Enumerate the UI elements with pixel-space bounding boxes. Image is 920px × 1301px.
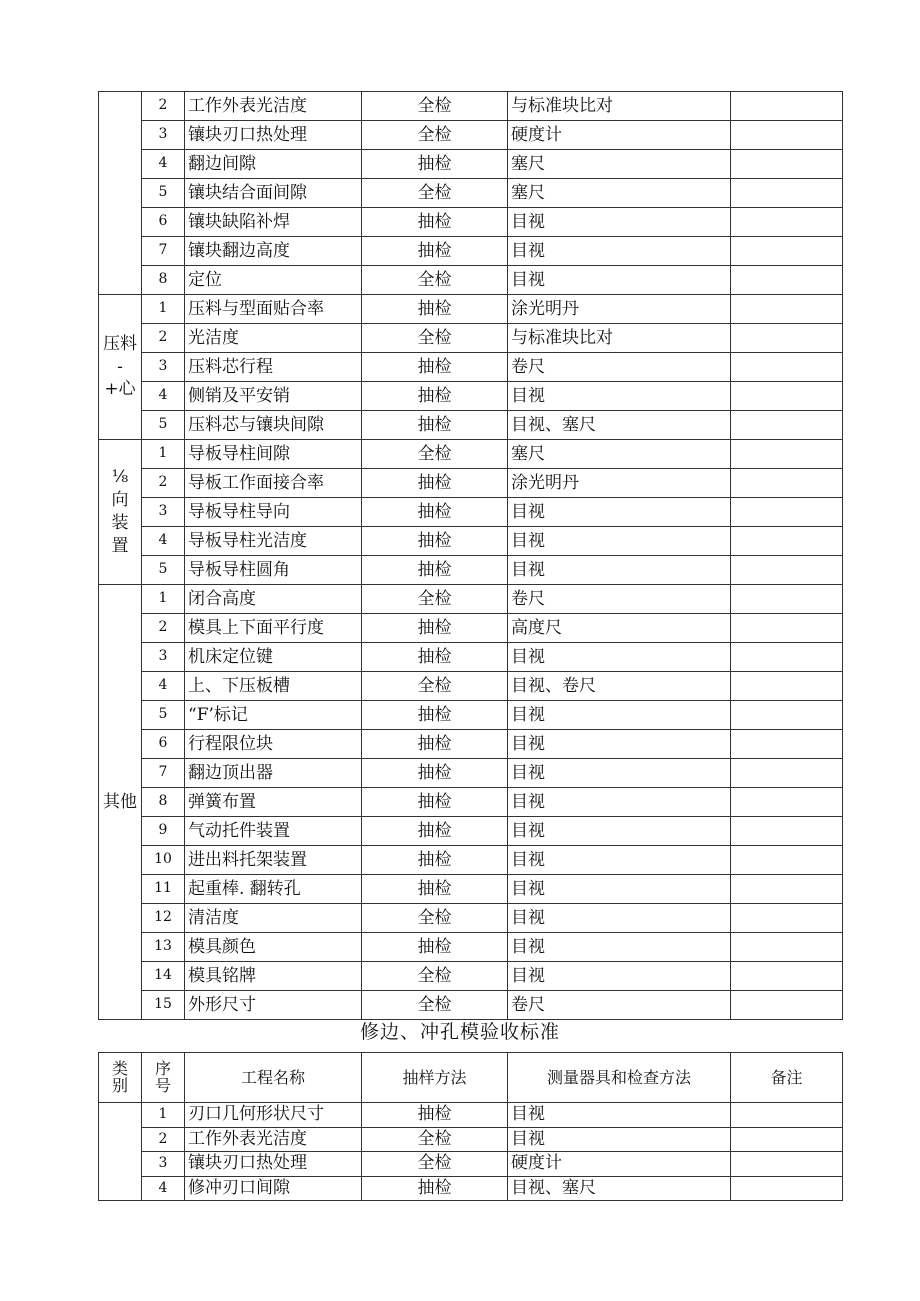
row-number: 1 <box>142 295 185 324</box>
sampling-method: 抽检 <box>362 498 508 527</box>
measure-method: 目视 <box>508 208 731 237</box>
table-row <box>99 411 843 440</box>
measure-method: 目视 <box>508 237 731 266</box>
note-cell <box>731 788 843 817</box>
measure-method: 目视 <box>508 382 731 411</box>
row-number: 2 <box>142 1127 185 1152</box>
note-cell <box>731 440 843 469</box>
note-cell <box>731 817 843 846</box>
item-name: 工作外表光洁度 <box>185 92 362 121</box>
row-number: 14 <box>142 962 185 991</box>
sampling-method: 抽检 <box>362 237 508 266</box>
category-cell <box>99 92 142 295</box>
item-name: 清洁度 <box>185 904 362 933</box>
note-cell <box>731 121 843 150</box>
table-row <box>99 556 843 585</box>
item-name: 光洁度 <box>185 324 362 353</box>
note-cell <box>731 324 843 353</box>
row-number: 3 <box>142 121 185 150</box>
measure-method: 目视 <box>508 730 731 759</box>
measure-method: 与标准块比对 <box>508 92 731 121</box>
sampling-method: 抽检 <box>362 817 508 846</box>
measure-method: 硬度计 <box>508 1152 731 1177</box>
table-row <box>99 614 843 643</box>
inspection-table-2-body <box>99 1103 843 1201</box>
table-row <box>99 440 843 469</box>
row-number: 6 <box>142 730 185 759</box>
sampling-method: 抽检 <box>362 411 508 440</box>
item-name: 导板导柱导向 <box>185 498 362 527</box>
sampling-method: 抽检 <box>362 875 508 904</box>
measure-method: 目视 <box>508 759 731 788</box>
row-number: 8 <box>142 266 185 295</box>
table-row <box>99 150 843 179</box>
row-number: 2 <box>142 469 185 498</box>
sampling-method: 抽检 <box>362 701 508 730</box>
item-name: 导板导柱间隙 <box>185 440 362 469</box>
note-cell <box>731 730 843 759</box>
item-name: 工作外表光洁度 <box>185 1127 362 1152</box>
row-number: 4 <box>142 672 185 701</box>
sampling-method: 抽检 <box>362 933 508 962</box>
category-cell: ⅛ 向 装 置 <box>99 440 142 585</box>
item-name: 导板工作面接合率 <box>185 469 362 498</box>
sampling-method: 抽检 <box>362 759 508 788</box>
row-number: 4 <box>142 1176 185 1201</box>
item-name: 翻边间隙 <box>185 150 362 179</box>
note-cell <box>731 585 843 614</box>
measure-method: 目视、塞尺 <box>508 1176 731 1201</box>
row-number: 11 <box>142 875 185 904</box>
table-row <box>99 846 843 875</box>
table-row <box>99 121 843 150</box>
measure-method: 目视 <box>508 933 731 962</box>
note-cell <box>731 527 843 556</box>
note-cell <box>731 179 843 208</box>
note-cell <box>731 672 843 701</box>
row-number: 7 <box>142 237 185 266</box>
row-number: 5 <box>142 411 185 440</box>
header-name: 工程名称 <box>185 1053 362 1103</box>
measure-method: 目视 <box>508 788 731 817</box>
note-cell <box>731 904 843 933</box>
item-name: 镶块缺陷补焊 <box>185 208 362 237</box>
note-cell <box>731 208 843 237</box>
item-name: 上、下压板槽 <box>185 672 362 701</box>
table-row <box>99 382 843 411</box>
item-name: 镶块结合面间隙 <box>185 179 362 208</box>
item-name: 外形尺寸 <box>185 991 362 1020</box>
table-row <box>99 672 843 701</box>
table-row <box>99 1127 843 1152</box>
note-cell <box>731 614 843 643</box>
row-number: 13 <box>142 933 185 962</box>
note-cell <box>731 266 843 295</box>
table-row <box>99 237 843 266</box>
row-number: 12 <box>142 904 185 933</box>
measure-method: 涂光明丹 <box>508 469 731 498</box>
measure-method: 目视 <box>508 962 731 991</box>
note-cell <box>731 469 843 498</box>
row-number: 6 <box>142 208 185 237</box>
note-cell <box>731 962 843 991</box>
sampling-method: 全检 <box>362 179 508 208</box>
measure-method: 目视 <box>508 643 731 672</box>
row-number: 5 <box>142 701 185 730</box>
table-row <box>99 469 843 498</box>
note-cell <box>731 92 843 121</box>
item-name: 镶块翻边高度 <box>185 237 362 266</box>
row-number: 2 <box>142 324 185 353</box>
row-number: 10 <box>142 846 185 875</box>
item-name: 弹簧布置 <box>185 788 362 817</box>
item-name: 镶块刃口热处理 <box>185 121 362 150</box>
sampling-method: 抽检 <box>362 469 508 498</box>
item-name: 模具上下面平行度 <box>185 614 362 643</box>
measure-method: 目视 <box>508 266 731 295</box>
table-2-header <box>99 1053 843 1103</box>
table-row <box>99 759 843 788</box>
item-name: 刃口几何形状尺寸 <box>185 1103 362 1128</box>
note-cell <box>731 1176 843 1201</box>
item-name: 模具铭牌 <box>185 962 362 991</box>
item-name: “F’标记 <box>185 701 362 730</box>
note-cell <box>731 556 843 585</box>
category-cell <box>99 1103 142 1201</box>
row-number: 1 <box>142 1103 185 1128</box>
header-row <box>99 1053 843 1103</box>
row-number: 2 <box>142 614 185 643</box>
item-name: 压料与型面贴合率 <box>185 295 362 324</box>
measure-method: 塞尺 <box>508 440 731 469</box>
item-name: 翻边顶出器 <box>185 759 362 788</box>
note-cell <box>731 846 843 875</box>
item-name: 进出料托架装置 <box>185 846 362 875</box>
sampling-method: 抽检 <box>362 353 508 382</box>
sampling-method: 抽检 <box>362 614 508 643</box>
table-row <box>99 788 843 817</box>
row-number: 15 <box>142 991 185 1020</box>
item-name: 镶块刃口热处理 <box>185 1152 362 1177</box>
note-cell <box>731 411 843 440</box>
note-cell <box>731 1127 843 1152</box>
header-sampling: 抽样方法 <box>362 1053 508 1103</box>
row-number: 2 <box>142 92 185 121</box>
table-row <box>99 498 843 527</box>
category-cell: 其他 <box>99 585 142 1020</box>
section-title: 修边、冲孔模验收标准 <box>359 1021 560 1043</box>
note-cell <box>731 353 843 382</box>
sampling-method: 抽检 <box>362 1103 508 1128</box>
inspection-table-1-body <box>99 92 843 1020</box>
table-row <box>99 266 843 295</box>
measure-method: 目视 <box>508 817 731 846</box>
row-number: 3 <box>142 1152 185 1177</box>
measure-method: 目视 <box>508 904 731 933</box>
measure-method: 目视、塞尺 <box>508 411 731 440</box>
sampling-method: 全检 <box>362 904 508 933</box>
item-name: 压料芯行程 <box>185 353 362 382</box>
row-number: 4 <box>142 527 185 556</box>
row-number: 4 <box>142 382 185 411</box>
note-cell <box>731 933 843 962</box>
measure-method: 目视 <box>508 1103 731 1128</box>
table-row <box>99 353 843 382</box>
note-cell <box>731 237 843 266</box>
item-name: 起重棒. 翻转孔 <box>185 875 362 904</box>
item-name: 修冲刃口间隙 <box>185 1176 362 1201</box>
note-cell <box>731 759 843 788</box>
measure-method: 与标准块比对 <box>508 324 731 353</box>
table-row <box>99 962 843 991</box>
sampling-method: 全检 <box>362 92 508 121</box>
table-row <box>99 904 843 933</box>
row-number: 7 <box>142 759 185 788</box>
table-row <box>99 92 843 121</box>
item-name: 闭合高度 <box>185 585 362 614</box>
measure-method: 目视 <box>508 1127 731 1152</box>
table-row <box>99 1152 843 1177</box>
sampling-method: 全检 <box>362 324 508 353</box>
note-cell <box>731 701 843 730</box>
table-row <box>99 324 843 353</box>
item-name: 侧销及平安销 <box>185 382 362 411</box>
row-number: 4 <box>142 150 185 179</box>
note-cell <box>731 1152 843 1177</box>
row-number: 5 <box>142 556 185 585</box>
measure-method: 目视 <box>508 527 731 556</box>
note-cell <box>731 643 843 672</box>
item-name: 导板导柱光洁度 <box>185 527 362 556</box>
measure-method: 目视 <box>508 498 731 527</box>
measure-method: 硬度计 <box>508 121 731 150</box>
table-row <box>99 208 843 237</box>
sampling-method: 全检 <box>362 585 508 614</box>
inspection-table-2 <box>98 1052 843 1201</box>
note-cell <box>731 295 843 324</box>
table-row <box>99 701 843 730</box>
measure-method: 目视 <box>508 846 731 875</box>
sampling-method: 全检 <box>362 1127 508 1152</box>
inspection-table-1 <box>98 91 843 1020</box>
sampling-method: 抽检 <box>362 788 508 817</box>
measure-method: 目视 <box>508 875 731 904</box>
row-number: 3 <box>142 498 185 527</box>
sampling-method: 全检 <box>362 991 508 1020</box>
sampling-method: 抽检 <box>362 295 508 324</box>
header-no: 序 号 <box>142 1053 185 1103</box>
note-cell <box>731 991 843 1020</box>
header-measure: 测量器具和检查方法 <box>508 1053 731 1103</box>
measure-method: 卷尺 <box>508 991 731 1020</box>
measure-method: 塞尺 <box>508 150 731 179</box>
sampling-method: 抽检 <box>362 527 508 556</box>
table-row <box>99 875 843 904</box>
sampling-method: 全检 <box>362 266 508 295</box>
note-cell <box>731 150 843 179</box>
row-number: 3 <box>142 353 185 382</box>
item-name: 压料芯与镶块间隙 <box>185 411 362 440</box>
table-row <box>99 643 843 672</box>
item-name: 行程限位块 <box>185 730 362 759</box>
item-name: 导板导柱圆角 <box>185 556 362 585</box>
sampling-method: 全检 <box>362 672 508 701</box>
measure-method: 卷尺 <box>508 585 731 614</box>
note-cell <box>731 875 843 904</box>
sampling-method: 全检 <box>362 1152 508 1177</box>
item-name: 模具颜色 <box>185 933 362 962</box>
measure-method: 目视 <box>508 701 731 730</box>
header-note: 备注 <box>731 1053 843 1103</box>
table-row <box>99 817 843 846</box>
header-category: 类 别 <box>99 1053 142 1103</box>
row-number: 5 <box>142 179 185 208</box>
sampling-method: 抽检 <box>362 382 508 411</box>
measure-method: 目视、卷尺 <box>508 672 731 701</box>
note-cell <box>731 1103 843 1128</box>
table-row <box>99 991 843 1020</box>
row-number: 3 <box>142 643 185 672</box>
sampling-method: 全检 <box>362 962 508 991</box>
item-name: 机床定位键 <box>185 643 362 672</box>
sampling-method: 抽检 <box>362 730 508 759</box>
item-name: 定位 <box>185 266 362 295</box>
note-cell <box>731 382 843 411</box>
measure-method: 高度尺 <box>508 614 731 643</box>
item-name: 气动托件装置 <box>185 817 362 846</box>
table-row <box>99 585 843 614</box>
table-row <box>99 933 843 962</box>
row-number: 1 <box>142 585 185 614</box>
table-row <box>99 1176 843 1201</box>
row-number: 1 <box>142 440 185 469</box>
measure-method: 涂光明丹 <box>508 295 731 324</box>
measure-method: 塞尺 <box>508 179 731 208</box>
row-number: 8 <box>142 788 185 817</box>
table-row <box>99 1103 843 1128</box>
row-number: 9 <box>142 817 185 846</box>
sampling-method: 抽检 <box>362 208 508 237</box>
sampling-method: 全检 <box>362 440 508 469</box>
table-row <box>99 295 843 324</box>
table-row <box>99 527 843 556</box>
measure-method: 目视 <box>508 556 731 585</box>
category-cell: 压料 -+心 <box>99 295 142 440</box>
sampling-method: 抽检 <box>362 1176 508 1201</box>
table-row <box>99 730 843 759</box>
sampling-method: 全检 <box>362 121 508 150</box>
measure-method: 卷尺 <box>508 353 731 382</box>
sampling-method: 抽检 <box>362 556 508 585</box>
table-row <box>99 179 843 208</box>
sampling-method: 抽检 <box>362 846 508 875</box>
sampling-method: 抽检 <box>362 643 508 672</box>
sampling-method: 抽检 <box>362 150 508 179</box>
note-cell <box>731 498 843 527</box>
